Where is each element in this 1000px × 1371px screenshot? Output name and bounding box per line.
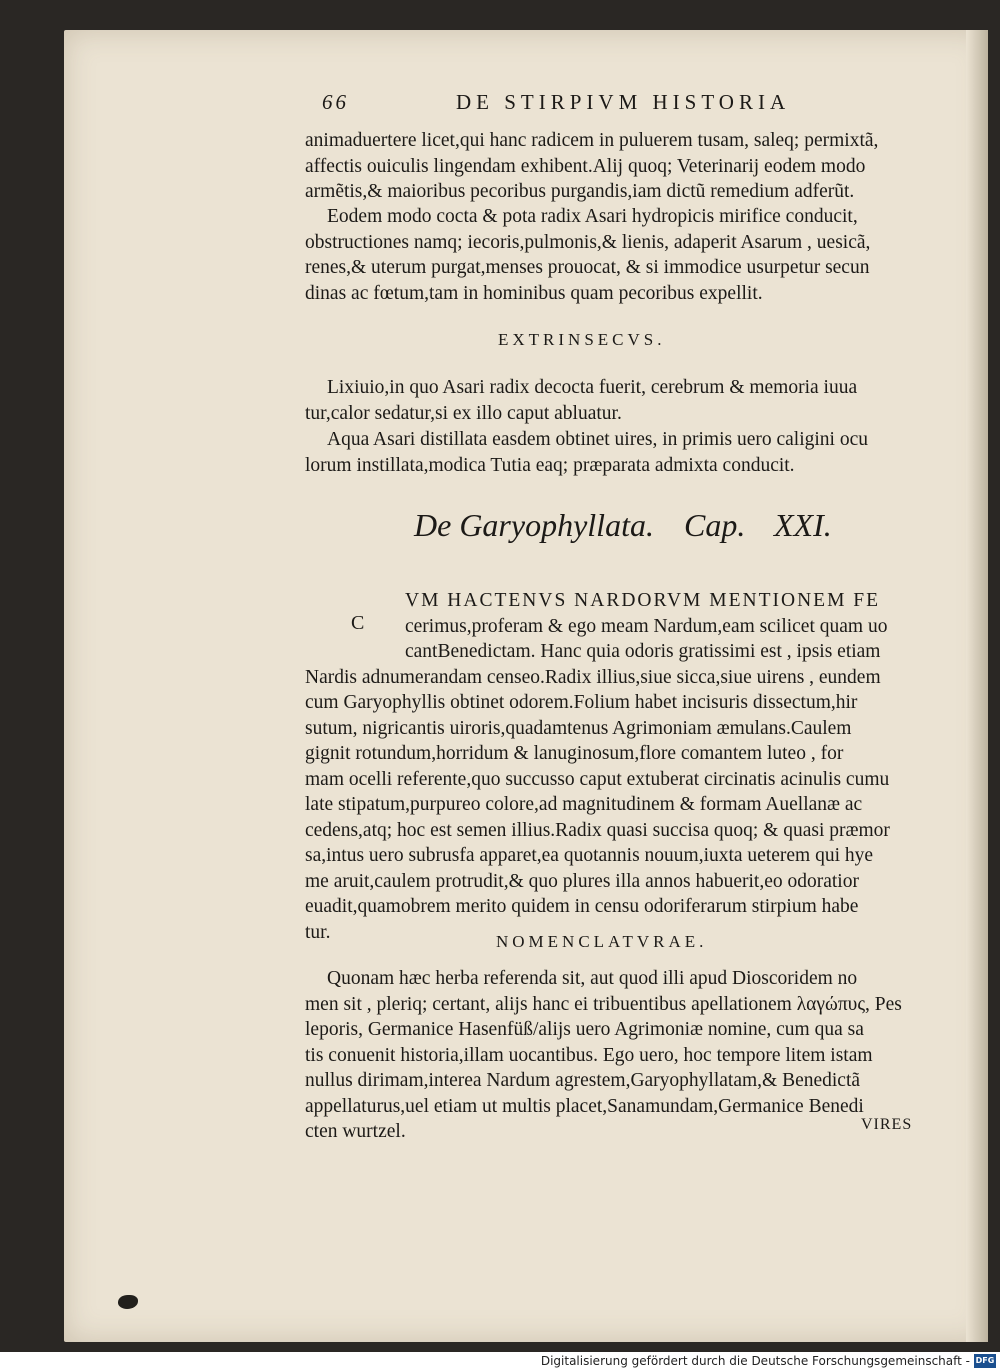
text-line: cantBenedictam. Hanc quia odoris gratissimi est , ipsis etiam bbox=[405, 641, 881, 662]
text-line: nullus dirimam,interea Nardum agrestem,Garyophyllatam,& Benedictã bbox=[305, 1070, 861, 1091]
text-line: sutum, nigricantis uiroris,quadamtenus Agrimoniam æmulans.Caulem bbox=[305, 717, 852, 739]
text-line: tur,calor sedatur,si ex illo caput abluatur. bbox=[305, 402, 622, 424]
text-line: dinas ac fœtum,tam in hominibus quam pecoribus expellit. bbox=[305, 282, 763, 304]
drop-initial: C bbox=[351, 612, 365, 634]
page-header bbox=[322, 90, 830, 118]
page-spine-shadow bbox=[966, 30, 988, 1342]
nomenclature-body bbox=[305, 966, 902, 1145]
text-line: Eodem modo cocta & pota radix Asari hydropicis mirifice conducit, bbox=[327, 206, 858, 227]
text-line: appellaturus,uel etiam ut multis placet,Sanamundam,Germanice Benedi bbox=[305, 1095, 864, 1117]
text-line: tis conuenit historia,illam uocantibus. Ego uero, hoc tempore litem istam bbox=[305, 1044, 873, 1066]
text-line: mam ocelli referente,quo succusso caput extuberat circinatis acinulis cumu bbox=[305, 768, 890, 790]
section-heading-nomenclaturae: NOMENCLATVRAE. bbox=[496, 932, 708, 951]
footer-bar bbox=[0, 1352, 1000, 1371]
text-line: cerimus,proferam & ego meam Nardum,eam scilicet quam uo bbox=[405, 615, 888, 637]
page-number: 66 bbox=[322, 90, 349, 114]
text-line: euadit,quamobrem merito quidem in censu odoriferarum stirpium habe bbox=[305, 896, 859, 917]
text-line: Aqua Asari distillata easdem obtinet uires, in primis uero caligini ocu bbox=[327, 429, 869, 450]
text-line: gignit rotundum,horridum & lanuginosum,flore comantem luteo , for bbox=[305, 743, 844, 764]
chapter-body bbox=[305, 588, 890, 945]
text-line: obstructiones namq; iecoris,pulmonis,& lienis, adaperit Asarum , uesicã, bbox=[305, 231, 871, 253]
text-line: me aruit,caulem protrudit,& quo plures illa annos habuerit,eo odoratior bbox=[305, 870, 859, 892]
text-line: cedens,atq; hoc est semen illius.Radix quasi succisa quoq; & quasi præmor bbox=[305, 819, 890, 841]
chapter-cap-label: Cap. bbox=[684, 507, 746, 543]
section-heading-extrinsecus: EXTRINSECVS. bbox=[498, 330, 666, 349]
text-line: late stipatum,purpureo colore,ad magnitudinem & formam Auellanæ ac bbox=[305, 794, 863, 815]
chapter-title: De Garyophyllata. bbox=[414, 507, 654, 543]
catchword: VIRES bbox=[861, 1116, 913, 1133]
chapter-number: XXI. bbox=[774, 507, 832, 543]
text-line: Nardis adnumerandam censeo.Radix illius,siue sicca,siue uirens , eundem bbox=[305, 666, 881, 688]
chapter-heading bbox=[414, 507, 832, 544]
paragraph-4 bbox=[305, 427, 868, 478]
text-line: VM HACTENVS NARDORVM MENTIONEM FE bbox=[405, 590, 881, 611]
paragraph-2 bbox=[305, 204, 870, 306]
text-line: affectis ouiculis lingendam exhibent.Alij quoq; Veterinarij eodem modo bbox=[305, 155, 866, 177]
text-line: cten wurtzel. bbox=[305, 1121, 406, 1142]
paragraph-3 bbox=[305, 375, 857, 426]
text-line: armẽtis,& maioribus pecoribus purgandis,iam dictũ remedium adferũt. bbox=[305, 181, 855, 202]
dfg-logo: DFG bbox=[974, 1354, 996, 1368]
text-line: sa,intus uero subrusfa apparet,ea quotannis nouum,iuxta ueterem qui hye bbox=[305, 845, 874, 866]
paragraph-1 bbox=[305, 128, 878, 205]
text-line: Quonam hæc herba referenda sit, aut quod illi apud Dioscoridem no bbox=[327, 968, 858, 989]
text-line: cum Garyophyllis obtinet odorem.Folium habet incisuris dissectum,hir bbox=[305, 692, 858, 713]
text-line: Lixiuio,in quo Asari radix decocta fuerit, cerebrum & memoria iuua bbox=[327, 377, 858, 398]
text-line: animaduertere licet,qui hanc radicem in puluerem tusam, saleq; permixtã, bbox=[305, 130, 879, 151]
footer-credit: Digitalisierung gefördert durch die Deutsche Forschungsgemeinschaft - bbox=[540, 1354, 970, 1368]
running-title: DE STIRPIVM HISTORIA bbox=[456, 90, 791, 114]
text-line: renes,& uterum purgat,menses prouocat, & si immodice usurpetur secun bbox=[305, 257, 870, 278]
text-line: tur. bbox=[305, 921, 331, 943]
text-line: lorum instillata,modica Tutia eaq; præparata admixta conducit. bbox=[305, 454, 795, 476]
text-line: leporis, Germanice Hasenfüß/alijs uero Agrimoniæ nomine, cum qua sa bbox=[305, 1019, 864, 1040]
text-line: men sit , pleriq; certant, alijs hanc ei tribuentibus apellationem λαγώπυς, Pes bbox=[305, 993, 902, 1015]
